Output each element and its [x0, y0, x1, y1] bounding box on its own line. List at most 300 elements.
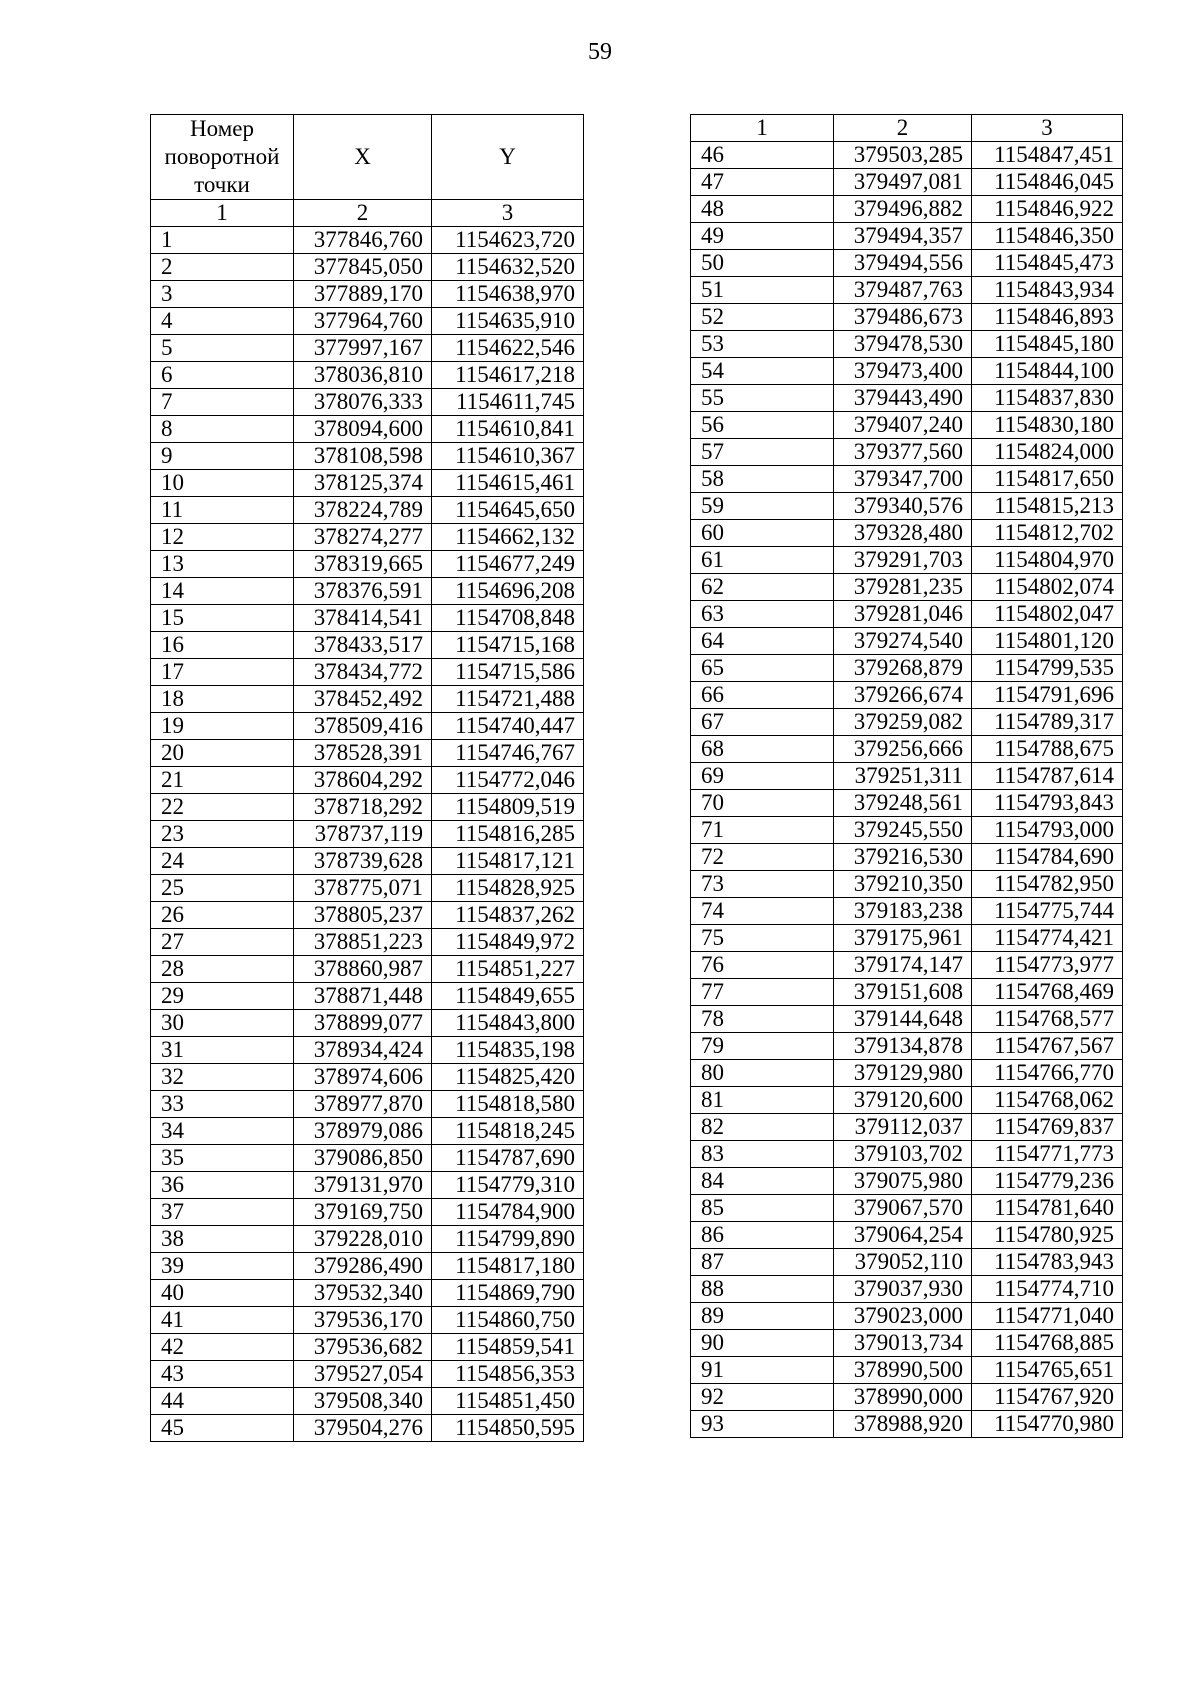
y-coordinate-cell: 1154610,841	[432, 416, 584, 443]
y-coordinate-cell: 1154818,245	[432, 1118, 584, 1145]
y-coordinate-cell: 1154791,696	[972, 682, 1123, 709]
point-number-cell: 4	[151, 308, 294, 335]
point-number-cell: 5	[151, 335, 294, 362]
y-coordinate-cell: 1154772,046	[432, 767, 584, 794]
x-coordinate-cell: 379112,037	[834, 1114, 972, 1141]
y-coordinate-cell: 1154869,790	[432, 1280, 584, 1307]
x-coordinate-cell: 379216,530	[834, 844, 972, 871]
point-number-cell: 42	[151, 1334, 294, 1361]
y-coordinate-cell: 1154824,000	[972, 439, 1123, 466]
y-coordinate-cell: 1154645,650	[432, 497, 584, 524]
table-row	[691, 1276, 1123, 1303]
x-coordinate-cell: 379151,608	[834, 979, 972, 1006]
table-row	[151, 1118, 584, 1145]
point-number-cell: 74	[691, 898, 834, 925]
y-coordinate-cell: 1154844,100	[972, 358, 1123, 385]
x-coordinate-cell: 379494,556	[834, 250, 972, 277]
point-number-cell: 11	[151, 497, 294, 524]
x-coordinate-cell: 379075,980	[834, 1168, 972, 1195]
point-number-cell: 77	[691, 979, 834, 1006]
x-coordinate-cell: 378805,237	[294, 902, 432, 929]
point-number-cell: 14	[151, 578, 294, 605]
point-number-cell: 63	[691, 601, 834, 628]
point-number-cell: 54	[691, 358, 834, 385]
point-number-cell: 79	[691, 1033, 834, 1060]
point-number-cell: 59	[691, 493, 834, 520]
point-number-cell: 13	[151, 551, 294, 578]
table-row	[691, 412, 1123, 439]
table-row	[151, 632, 584, 659]
point-number-cell: 70	[691, 790, 834, 817]
table-row	[691, 1141, 1123, 1168]
x-coordinate-cell: 378319,665	[294, 551, 432, 578]
x-coordinate-cell: 379064,254	[834, 1222, 972, 1249]
table-row	[691, 1087, 1123, 1114]
point-number-cell: 84	[691, 1168, 834, 1195]
table-row	[691, 790, 1123, 817]
y-coordinate-cell: 1154715,168	[432, 632, 584, 659]
x-coordinate-cell: 378974,606	[294, 1064, 432, 1091]
point-number-cell: 66	[691, 682, 834, 709]
point-number-cell: 55	[691, 385, 834, 412]
point-number-cell: 6	[151, 362, 294, 389]
y-coordinate-cell: 1154779,236	[972, 1168, 1123, 1195]
x-coordinate-cell: 378934,424	[294, 1037, 432, 1064]
x-coordinate-cell: 378979,086	[294, 1118, 432, 1145]
y-coordinate-cell: 1154780,925	[972, 1222, 1123, 1249]
point-number-cell: 31	[151, 1037, 294, 1064]
table-row	[151, 1226, 584, 1253]
table-row	[151, 1010, 584, 1037]
point-number-cell: 67	[691, 709, 834, 736]
y-coordinate-cell: 1154611,745	[432, 389, 584, 416]
table-row	[691, 1330, 1123, 1357]
point-number-cell: 92	[691, 1384, 834, 1411]
table-row	[151, 605, 584, 632]
x-coordinate-cell: 379067,570	[834, 1195, 972, 1222]
x-coordinate-cell: 379120,600	[834, 1087, 972, 1114]
point-number-cell: 58	[691, 466, 834, 493]
x-coordinate-cell: 377997,167	[294, 335, 432, 362]
x-coordinate-cell: 379487,763	[834, 277, 972, 304]
table-row	[691, 304, 1123, 331]
table-row	[151, 1415, 584, 1442]
point-number-cell: 33	[151, 1091, 294, 1118]
x-coordinate-cell: 378990,500	[834, 1357, 972, 1384]
point-number-cell: 62	[691, 574, 834, 601]
table-row	[691, 439, 1123, 466]
y-coordinate-cell: 1154837,830	[972, 385, 1123, 412]
x-coordinate-cell: 379245,550	[834, 817, 972, 844]
table-row	[151, 1064, 584, 1091]
point-number-cell: 45	[151, 1415, 294, 1442]
table-row	[151, 929, 584, 956]
x-coordinate-cell: 379496,882	[834, 196, 972, 223]
y-coordinate-cell: 1154845,473	[972, 250, 1123, 277]
x-coordinate-cell: 378775,071	[294, 875, 432, 902]
y-coordinate-cell: 1154846,893	[972, 304, 1123, 331]
table-row	[151, 848, 584, 875]
point-number-cell: 65	[691, 655, 834, 682]
point-number-cell: 2	[151, 254, 294, 281]
point-number-cell: 30	[151, 1010, 294, 1037]
y-coordinate-cell: 1154859,541	[432, 1334, 584, 1361]
point-number-cell: 51	[691, 277, 834, 304]
point-number-cell: 32	[151, 1064, 294, 1091]
table-row	[151, 1388, 584, 1415]
y-coordinate-cell: 1154787,690	[432, 1145, 584, 1172]
table-row	[691, 682, 1123, 709]
point-number-cell: 52	[691, 304, 834, 331]
x-coordinate-cell: 379210,350	[834, 871, 972, 898]
point-number-cell: 20	[151, 740, 294, 767]
table-row	[691, 844, 1123, 871]
y-coordinate-cell: 1154635,910	[432, 308, 584, 335]
x-coordinate-cell: 379281,235	[834, 574, 972, 601]
x-coordinate-cell: 378737,119	[294, 821, 432, 848]
x-coordinate-cell: 378036,810	[294, 362, 432, 389]
table-row	[151, 1037, 584, 1064]
y-coordinate-cell: 1154768,469	[972, 979, 1123, 1006]
x-coordinate-cell: 379536,170	[294, 1307, 432, 1334]
point-number-cell: 39	[151, 1253, 294, 1280]
x-coordinate-cell: 378094,600	[294, 416, 432, 443]
table-row	[691, 358, 1123, 385]
point-number-cell: 18	[151, 686, 294, 713]
x-coordinate-cell: 378871,448	[294, 983, 432, 1010]
table-row	[151, 1361, 584, 1388]
y-coordinate-cell: 1154843,934	[972, 277, 1123, 304]
point-number-cell: 15	[151, 605, 294, 632]
table-row	[691, 277, 1123, 304]
table-row	[691, 871, 1123, 898]
x-coordinate-cell: 379347,700	[834, 466, 972, 493]
point-number-cell: 37	[151, 1199, 294, 1226]
table-header-row	[151, 115, 584, 200]
point-number-cell: 27	[151, 929, 294, 956]
table-row	[691, 1114, 1123, 1141]
table-row	[151, 497, 584, 524]
point-number-cell: 53	[691, 331, 834, 358]
point-number-cell: 81	[691, 1087, 834, 1114]
x-coordinate-cell: 378739,628	[294, 848, 432, 875]
y-coordinate-cell: 1154804,970	[972, 547, 1123, 574]
x-coordinate-cell: 378125,374	[294, 470, 432, 497]
x-coordinate-cell: 379228,010	[294, 1226, 432, 1253]
y-coordinate-cell: 1154793,843	[972, 790, 1123, 817]
y-coordinate-cell: 1154802,047	[972, 601, 1123, 628]
y-coordinate-cell: 1154617,218	[432, 362, 584, 389]
table-row	[151, 524, 584, 551]
y-coordinate-cell: 1154851,450	[432, 1388, 584, 1415]
page-number: 59	[588, 39, 612, 65]
y-coordinate-cell: 1154860,750	[432, 1307, 584, 1334]
point-number-cell: 28	[151, 956, 294, 983]
table-row	[691, 655, 1123, 682]
y-coordinate-cell: 1154793,000	[972, 817, 1123, 844]
table-row	[691, 979, 1123, 1006]
table-row	[151, 902, 584, 929]
table-row	[151, 551, 584, 578]
table-row	[691, 223, 1123, 250]
y-coordinate-cell: 1154782,950	[972, 871, 1123, 898]
y-coordinate-cell: 1154768,885	[972, 1330, 1123, 1357]
table-row	[691, 169, 1123, 196]
y-coordinate-cell: 1154802,074	[972, 574, 1123, 601]
header-point-number: Номер поворотной точки	[151, 115, 294, 200]
x-coordinate-cell: 378988,920	[834, 1411, 972, 1438]
point-number-cell: 23	[151, 821, 294, 848]
x-coordinate-cell: 379086,850	[294, 1145, 432, 1172]
x-coordinate-cell: 379286,490	[294, 1253, 432, 1280]
y-coordinate-cell: 1154851,227	[432, 956, 584, 983]
table-row	[691, 817, 1123, 844]
table-row	[151, 389, 584, 416]
table-row	[691, 628, 1123, 655]
y-coordinate-cell: 1154850,595	[432, 1415, 584, 1442]
point-number-cell: 9	[151, 443, 294, 470]
y-coordinate-cell: 1154817,121	[432, 848, 584, 875]
y-coordinate-cell: 1154677,249	[432, 551, 584, 578]
x-coordinate-cell: 378977,870	[294, 1091, 432, 1118]
table-row	[151, 1253, 584, 1280]
point-number-cell: 75	[691, 925, 834, 952]
point-number-cell: 90	[691, 1330, 834, 1357]
y-coordinate-cell: 1154615,461	[432, 470, 584, 497]
x-coordinate-cell: 379134,878	[834, 1033, 972, 1060]
table-row	[151, 1091, 584, 1118]
x-coordinate-cell: 379536,682	[294, 1334, 432, 1361]
table-row	[691, 493, 1123, 520]
y-coordinate-cell: 1154623,720	[432, 227, 584, 254]
x-coordinate-cell: 378108,598	[294, 443, 432, 470]
table-row	[691, 1195, 1123, 1222]
y-coordinate-cell: 1154708,848	[432, 605, 584, 632]
x-coordinate-cell: 378528,391	[294, 740, 432, 767]
y-coordinate-cell: 1154721,488	[432, 686, 584, 713]
y-coordinate-cell: 1154610,367	[432, 443, 584, 470]
x-coordinate-cell: 378414,541	[294, 605, 432, 632]
table-row	[691, 250, 1123, 277]
table-row	[151, 875, 584, 902]
x-coordinate-cell: 379527,054	[294, 1361, 432, 1388]
x-coordinate-cell: 379251,311	[834, 763, 972, 790]
table-row	[151, 821, 584, 848]
table-row	[151, 470, 584, 497]
x-coordinate-cell: 378851,223	[294, 929, 432, 956]
y-coordinate-cell: 1154830,180	[972, 412, 1123, 439]
y-coordinate-cell: 1154799,535	[972, 655, 1123, 682]
y-coordinate-cell: 1154849,972	[432, 929, 584, 956]
x-coordinate-cell: 379037,930	[834, 1276, 972, 1303]
x-coordinate-cell: 378990,000	[834, 1384, 972, 1411]
column-number: 1	[151, 200, 294, 227]
table-row	[151, 254, 584, 281]
point-number-cell: 48	[691, 196, 834, 223]
table-row	[691, 1222, 1123, 1249]
table-row	[151, 443, 584, 470]
y-coordinate-cell: 1154770,980	[972, 1411, 1123, 1438]
column-number: 1	[691, 115, 834, 142]
point-number-cell: 80	[691, 1060, 834, 1087]
table-row	[151, 956, 584, 983]
point-number-cell: 34	[151, 1118, 294, 1145]
y-coordinate-cell: 1154846,922	[972, 196, 1123, 223]
x-coordinate-cell: 379504,276	[294, 1415, 432, 1442]
column-number: 3	[972, 115, 1123, 142]
x-coordinate-cell: 379013,734	[834, 1330, 972, 1357]
point-number-cell: 89	[691, 1303, 834, 1330]
x-coordinate-cell: 379274,540	[834, 628, 972, 655]
point-number-cell: 57	[691, 439, 834, 466]
y-coordinate-cell: 1154638,970	[432, 281, 584, 308]
y-coordinate-cell: 1154843,800	[432, 1010, 584, 1037]
table-row	[691, 574, 1123, 601]
table-row	[691, 1303, 1123, 1330]
point-number-cell: 78	[691, 1006, 834, 1033]
point-number-cell: 38	[151, 1226, 294, 1253]
point-number-cell: 86	[691, 1222, 834, 1249]
x-coordinate-cell: 379248,561	[834, 790, 972, 817]
x-coordinate-cell: 379497,081	[834, 169, 972, 196]
x-coordinate-cell: 378860,987	[294, 956, 432, 983]
table-row	[691, 385, 1123, 412]
y-coordinate-cell: 1154846,350	[972, 223, 1123, 250]
table-row	[691, 142, 1123, 169]
x-coordinate-cell: 379023,000	[834, 1303, 972, 1330]
table-row	[151, 1334, 584, 1361]
y-coordinate-cell: 1154715,586	[432, 659, 584, 686]
x-coordinate-cell: 377889,170	[294, 281, 432, 308]
x-coordinate-cell: 379340,576	[834, 493, 972, 520]
y-coordinate-cell: 1154801,120	[972, 628, 1123, 655]
x-coordinate-cell: 379407,240	[834, 412, 972, 439]
y-coordinate-cell: 1154818,580	[432, 1091, 584, 1118]
point-number-cell: 50	[691, 250, 834, 277]
x-coordinate-cell: 379328,480	[834, 520, 972, 547]
x-coordinate-cell: 379256,666	[834, 736, 972, 763]
y-coordinate-cell: 1154766,770	[972, 1060, 1123, 1087]
table-row	[691, 709, 1123, 736]
y-coordinate-cell: 1154662,132	[432, 524, 584, 551]
x-coordinate-cell: 377964,760	[294, 308, 432, 335]
x-coordinate-cell: 379169,750	[294, 1199, 432, 1226]
table-row	[151, 686, 584, 713]
point-number-cell: 10	[151, 470, 294, 497]
column-number-row	[691, 115, 1123, 142]
x-coordinate-cell: 379291,703	[834, 547, 972, 574]
point-number-cell: 91	[691, 1357, 834, 1384]
point-number-cell: 87	[691, 1249, 834, 1276]
table-row	[151, 335, 584, 362]
point-number-cell: 85	[691, 1195, 834, 1222]
y-coordinate-cell: 1154816,285	[432, 821, 584, 848]
table-row	[151, 362, 584, 389]
x-coordinate-cell: 379494,357	[834, 223, 972, 250]
x-coordinate-cell: 379259,082	[834, 709, 972, 736]
point-number-cell: 25	[151, 875, 294, 902]
y-coordinate-cell: 1154809,519	[432, 794, 584, 821]
table-row	[691, 1168, 1123, 1195]
point-number-cell: 71	[691, 817, 834, 844]
x-coordinate-cell: 377845,050	[294, 254, 432, 281]
point-number-cell: 47	[691, 169, 834, 196]
y-coordinate-cell: 1154774,421	[972, 925, 1123, 952]
point-number-cell: 44	[151, 1388, 294, 1415]
y-coordinate-cell: 1154788,675	[972, 736, 1123, 763]
table-row	[691, 763, 1123, 790]
x-coordinate-cell: 379478,530	[834, 331, 972, 358]
x-coordinate-cell: 378509,416	[294, 713, 432, 740]
table-row	[691, 1357, 1123, 1384]
point-number-cell: 19	[151, 713, 294, 740]
y-coordinate-cell: 1154769,837	[972, 1114, 1123, 1141]
y-coordinate-cell: 1154799,890	[432, 1226, 584, 1253]
point-number-cell: 40	[151, 1280, 294, 1307]
x-coordinate-cell: 378899,077	[294, 1010, 432, 1037]
table-row	[691, 1006, 1123, 1033]
x-coordinate-cell: 378604,292	[294, 767, 432, 794]
y-coordinate-cell: 1154812,702	[972, 520, 1123, 547]
table-row	[691, 1060, 1123, 1087]
header-y: Y	[432, 115, 584, 200]
point-number-cell: 1	[151, 227, 294, 254]
table-row	[151, 794, 584, 821]
column-number: 2	[834, 115, 972, 142]
y-coordinate-cell: 1154768,577	[972, 1006, 1123, 1033]
table-row	[691, 1033, 1123, 1060]
y-coordinate-cell: 1154856,353	[432, 1361, 584, 1388]
point-number-cell: 3	[151, 281, 294, 308]
table-row	[151, 1307, 584, 1334]
table-row	[691, 466, 1123, 493]
point-number-cell: 83	[691, 1141, 834, 1168]
y-coordinate-cell: 1154632,520	[432, 254, 584, 281]
x-coordinate-cell: 379508,340	[294, 1388, 432, 1415]
y-coordinate-cell: 1154845,180	[972, 331, 1123, 358]
point-number-cell: 36	[151, 1172, 294, 1199]
point-number-cell: 93	[691, 1411, 834, 1438]
table-row	[691, 1411, 1123, 1438]
x-coordinate-cell: 377846,760	[294, 227, 432, 254]
y-coordinate-cell: 1154768,062	[972, 1087, 1123, 1114]
point-number-cell: 46	[691, 142, 834, 169]
table-row	[691, 601, 1123, 628]
table-row	[691, 331, 1123, 358]
x-coordinate-cell: 379266,674	[834, 682, 972, 709]
point-number-cell: 22	[151, 794, 294, 821]
y-coordinate-cell: 1154740,447	[432, 713, 584, 740]
y-coordinate-cell: 1154779,310	[432, 1172, 584, 1199]
x-coordinate-cell: 379503,285	[834, 142, 972, 169]
x-coordinate-cell: 379281,046	[834, 601, 972, 628]
point-number-cell: 68	[691, 736, 834, 763]
table-row	[151, 1145, 584, 1172]
y-coordinate-cell: 1154846,045	[972, 169, 1123, 196]
y-coordinate-cell: 1154849,655	[432, 983, 584, 1010]
table-row	[151, 659, 584, 686]
table-row	[691, 736, 1123, 763]
point-number-cell: 69	[691, 763, 834, 790]
x-coordinate-cell: 379268,879	[834, 655, 972, 682]
x-coordinate-cell: 378376,591	[294, 578, 432, 605]
table-row	[151, 767, 584, 794]
y-coordinate-cell: 1154622,546	[432, 335, 584, 362]
x-coordinate-cell: 379175,961	[834, 925, 972, 952]
table-row	[691, 898, 1123, 925]
table-row	[691, 925, 1123, 952]
table-row	[691, 520, 1123, 547]
